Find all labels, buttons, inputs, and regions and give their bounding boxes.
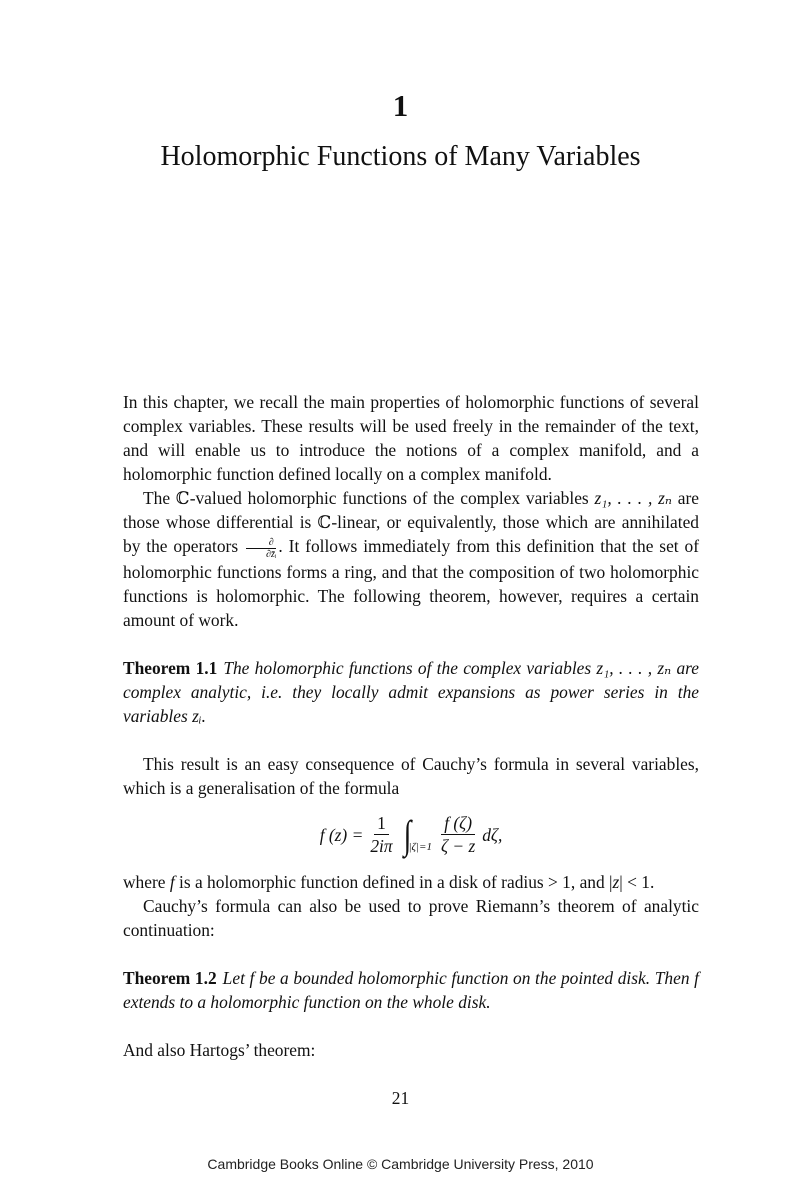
integral-limit: |ζ|=1 [408,840,432,853]
text-run: | < 1. [619,871,655,892]
theorem-text: Let f be a bounded holomorphic function on the pointed disk. Then f extends to a holomorphic function on the whole disk. [123,967,699,1012]
text-run: are those whose differential is ℂ-linear, or equivalently, those which are annihilated by the operators [123,488,699,556]
operator-denominator: ∂z̄ᵢ [266,548,277,560]
text-run: The ℂ-valued holomorphic functions of the complex variables [143,488,595,508]
variables-z1-zn: z₁, . . . , zₙ [594,488,672,508]
chapter-body [123,390,699,1062]
page-number: 21 [391,1088,410,1108]
chapter-title: Holomorphic Functions of Many Variables [160,141,641,172]
theorem-text: are complex analytic, i.e. they locally admit expansions as power series in the variables [123,657,699,726]
where-paragraph [123,870,699,894]
footer-copyright: Cambridge Books Online © Cambridge University Press, 2010 [207,1156,594,1172]
fraction-numerator: 1 [374,812,389,835]
holomorphic-definition-paragraph [123,486,699,632]
theorem-text: The holomorphic functions of the complex variables [223,657,597,678]
operator-numerator: ∂ [246,537,276,549]
formula-lhs: f (z) = [319,824,364,845]
fraction-denominator: 2iπ [370,836,393,856]
integral-symbol: ∫ [403,811,411,857]
chapter-number: 1 [392,88,409,123]
hartogs-paragraph: And also Hartogs’ theorem: [123,1039,316,1060]
fraction-numerator: f (ζ) [441,812,475,835]
text-run: . It follows immediately from this definition that the set of holomorphic functions forms a ring, and that the composition of two holomorphic functions is holomorphic. The following theorem, however, requires a certain amount of work. [123,536,699,630]
theorem-label: Theorem 1.2 [123,967,217,988]
coefficient-fraction [367,812,395,857]
fraction-denominator: ζ − z [440,836,476,856]
theorem-label: Theorem 1.1 [123,657,218,678]
riemann-paragraph: Cauchy’s formula can also be used to prove Riemann’s theorem of analytic continuation: [123,895,699,940]
integrand-fraction [438,812,478,857]
cauchy-paragraph: This result is an easy consequence of Cauchy’s formula in several variables, which is a generalisation of the formula [123,753,699,798]
symbol-z: z [612,871,620,892]
intro-paragraph: In this chapter, we recall the main properties of holomorphic functions of several complex variables. These results will be used freely in the remainder of the text, and will enable us to introduce the notions of a complex manifold, and a holomorphic function defined locally on a complex manifold. [123,392,699,484]
dbar-operator [246,537,276,560]
cauchy-formula [123,804,699,866]
theorem-1-2 [123,966,699,1014]
variable-zi: zᵢ [192,705,202,726]
text-run: where [123,871,170,892]
symbol-f: f [169,871,175,892]
text-run: is a holomorphic function defined in a disk of radius > 1, and | [174,871,613,892]
integral-sign [402,811,432,857]
formula-tail: dζ, [482,824,503,845]
theorem-1-1 [123,656,699,728]
variables-z1-zn: z₁, . . . , zₙ [596,657,672,678]
theorem-text: . [201,705,206,726]
